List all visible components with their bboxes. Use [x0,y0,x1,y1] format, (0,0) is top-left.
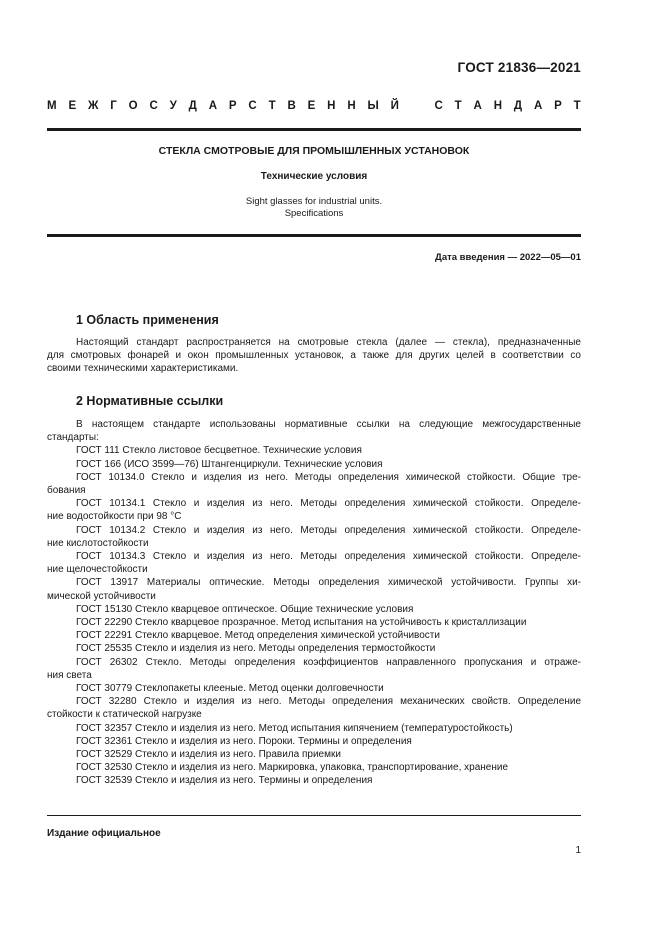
text-line: ГОСТ 32539 Стекло и изделия из него. Термины и определения [76,775,373,787]
heading-letter: М [47,100,57,112]
heading-letter: С [434,100,443,112]
heading-letter: Д [513,100,523,112]
english-title [47,196,581,220]
text-line: своими техническими характеристиками. [47,363,239,375]
footer-rule [47,815,581,816]
heading-letter: Н [493,100,503,112]
text-line: для смотровых фонарей и окон промышленных установок, а также для других целей в соответствии со [47,350,581,362]
heading-letter: Г [110,100,117,112]
text-line: ГОСТ 32357 Стекло и изделия из него. Метод испытания кипячением (температуростойкость) [76,722,513,734]
text-line: мической устойчивости [47,590,156,602]
english-title-line-2: Specifications [284,208,344,219]
heading-letter: А [533,100,543,112]
text-line: ГОСТ 32280 Стекло и изделия из него. Методы определения механических свойств. Определение [76,696,581,708]
text-line: ГОСТ 22290 Стекло кварцевое прозрачное. Метод испытания на устойчивость к кристаллизации [76,617,527,629]
text-line: стандарты: [47,432,99,444]
text-line: ГОСТ 111 Стекло листовое бесцветное. Технические условия [76,445,362,457]
text-line: ГОСТ 30779 Стеклопакеты клееные. Метод оценки долговечности [76,683,384,695]
heading-letter: Н [327,100,336,112]
text-line: ГОСТ 15130 Стекло кварцевое оптическое. Общие технические условия [76,603,414,615]
text-line: ГОСТ 10134.1 Стекло и изделия из него. Методы определения химической стойкости. Определе- [76,498,581,510]
heading-letter: В [287,100,296,112]
heading-letter: С [149,100,158,112]
text-line: ГОСТ 32529 Стекло и изделия из него. Правила приемки [76,749,341,761]
heading-letter: Ж [87,100,99,112]
section-2-body [47,418,581,788]
heading-letter: Т [268,100,276,112]
text-line: Настоящий стандарт распространяется на смотровые стекла (далее — стекла), предназначенные [76,337,581,348]
text-line: ние водостойкости при 98 °С [47,511,182,523]
heading-letter: С [248,100,257,112]
heading-letter: О [128,100,138,112]
text-line: ГОСТ 13917 Материалы оптические. Методы определения химической устойчивости. Группы хи- [76,577,581,589]
top-rule [47,128,581,131]
text-line: ГОСТ 32361 Стекло и изделия из него. Пороки. Термины и определения [76,735,412,747]
text-line: ГОСТ 25535 Стекло и изделия из него. Методы определения термостойкости [76,643,436,655]
heading-letter: Т [454,100,462,112]
text-line: бования [47,485,86,497]
heading-letter: У [169,100,177,112]
title-bottom-rule [47,234,581,237]
heading-letter: А [208,100,218,112]
heading-letter: Ы [367,100,379,112]
heading-letter: А [473,100,482,112]
official-edition-label: Издание официальное [47,828,161,839]
heading-letter: Р [554,100,562,112]
heading-letter: Т [573,100,581,112]
effective-date: Дата введения — 2022—05—01 [435,252,581,263]
text-line: ния света [47,669,92,681]
text-line: ГОСТ 10134.0 Стекло и изделия из него. Методы определения химической стойкости. Общие тре- [76,471,581,483]
heading-letter: Р [228,100,237,112]
text-line: В настоящем стандарте использованы нормативные ссылки на следующие межгосударственные [76,419,581,430]
text-line: ГОСТ 22291 Стекло кварцевое. Метод определения химической устойчивости [76,630,440,642]
heading-letter: Й [390,100,399,112]
text-line: ГОСТ 166 (ИСО 3599—76) Штангенциркули. Технические условия [76,458,383,470]
heading-letter: Е [307,100,316,112]
text-line: стойкости к статической нагрузке [47,709,202,721]
heading-letter: Н [347,100,356,112]
page-number: 1 [575,845,581,856]
text-line: ГОСТ 32530 Стекло и изделия из него. Маркировка, упаковка, транспортирование, хранение [76,762,509,774]
text-line: ГОСТ 10134.3 Стекло и изделия из него. Методы определения химической стойкости. Определе- [76,551,581,563]
text-line: ГОСТ 26302 Стекло. Методы определения коэффициентов направленного пропускания и отраже- [76,656,581,668]
interstate-standard-heading [47,100,581,112]
english-title-line-1: Sight glasses for industrial units. [245,196,383,207]
document-number: ГОСТ 21836—2021 [457,60,581,75]
text-line: ние щелочестойкости [47,564,148,576]
section-2-heading: 2 Нормативные ссылки [76,394,224,408]
text-line: ГОСТ 10134.2 Стекло и изделия из него. Методы определения химической стойкости. Определе- [76,524,581,536]
section-1-heading: 1 Область применения [76,313,219,327]
heading-letter: Е [68,100,77,112]
text-line: ние кислотостойкости [47,537,149,549]
standard-title: СТЕКЛА СМОТРОВЫЕ ДЛЯ ПРОМЫШЛЕННЫХ УСТАНОВОК [158,145,470,157]
section-1-body [47,336,581,376]
heading-letter: Д [188,100,197,112]
standard-subtitle: Технические условия [260,171,368,182]
